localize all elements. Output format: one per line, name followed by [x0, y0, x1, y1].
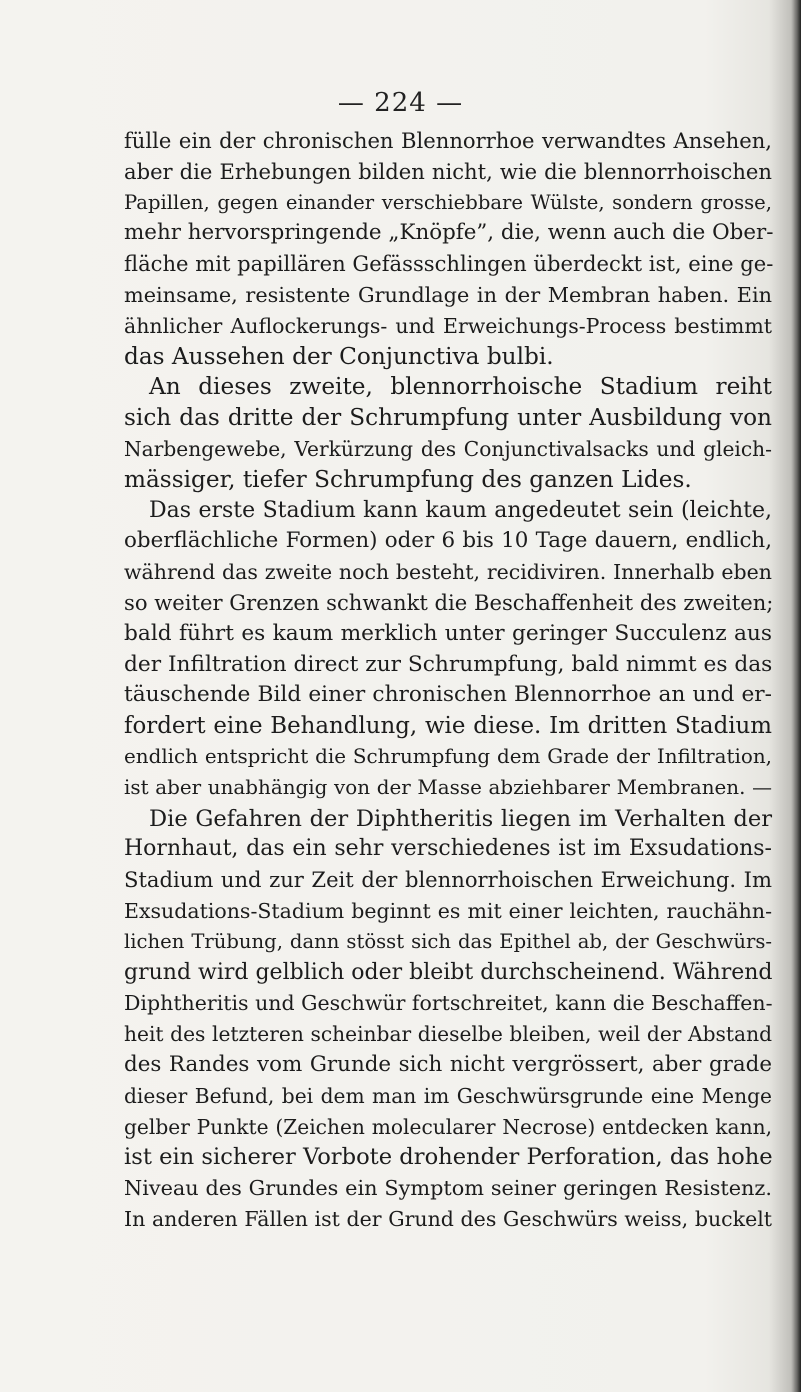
text-line: des Randes vom Grunde sich nicht vergrössert, aber grade — [124, 1051, 772, 1077]
text-line: so weiter Grenzen schwankt die Beschaffenheit des zweiten; — [124, 589, 774, 615]
text-line: dieser Befund, bei dem man im Geschwürsgrunde eine Menge — [124, 1083, 772, 1108]
text-line: heit des letzteren scheinbar dieselbe bleiben, weil der Abstand — [124, 1022, 772, 1047]
text-line: Papillen, gegen einander verschiebbare Wülste, sondern grosse, — [124, 190, 772, 214]
text-line: fordert eine Behandlung, wie diese. Im dritten Stadium — [124, 713, 772, 740]
text-line: mässiger, tiefer Schrumpfung des ganzen Lides. — [124, 465, 692, 493]
text-line: Stadium und zur Zeit der blennorrhoischen Erweichung. Im — [124, 867, 772, 893]
body-text — [124, 126, 772, 1235]
text-line: endlich entspricht die Schrumpfung dem Grade der Infiltration, — [124, 744, 772, 768]
text-line: Das erste Stadium kann kaum angedeutet sein (leichte, — [149, 497, 772, 523]
page-edge-shadow — [791, 0, 801, 1392]
text-line: mehr hervorspringende „Knöpfe”, die, wenn auch die Ober- — [124, 220, 774, 246]
text-line: bald führt es kaum merklich unter geringer Succulenz aus — [124, 620, 772, 646]
text-line: ähnlicher Auflockerungs- und Erweichungs-Process bestimmt — [124, 313, 772, 338]
text-line: An dieses zweite, blennorrhoische Stadium reiht — [149, 373, 772, 401]
text-line: sich das dritte der Schrumpfung unter Ausbildung von — [124, 404, 772, 432]
text-line: In anderen Fällen ist der Grund des Geschwürs weiss, buckelt — [124, 1206, 772, 1231]
text-line: Exsudations-Stadium beginnt es mit einer leichten, rauchähn- — [124, 898, 772, 923]
text-line: Narbengewebe, Verkürzung des Conjunctivalsacks und gleich- — [124, 436, 772, 461]
text-line: Die Gefahren der Diphtheritis liegen im Verhalten der — [149, 805, 772, 832]
text-line: meinsame, resistente Grundlage in der Membran haben. Ein — [124, 282, 772, 307]
text-line: während das zweite noch besteht, recidiviren. Innerhalb eben — [124, 560, 772, 585]
text-line: der Infiltration direct zur Schrumpfung, bald nimmt es das — [124, 651, 773, 677]
text-line: fülle ein der chronischen Blennorrhoe verwandtes Ansehen, — [124, 128, 772, 153]
text-line: gelber Punkte (Zeichen molecularer Necrose) entdecken kann, — [124, 1114, 772, 1139]
text-line: täuschende Bild einer chronischen Blennorrhoe an und er- — [124, 682, 772, 708]
text-line: oberflächliche Formen) oder 6 bis 10 Tage dauern, endlich, — [124, 528, 772, 554]
text-line: aber die Erhebungen bilden nicht, wie die blennorrhoischen — [124, 158, 772, 184]
text-line: fläche mit papillären Gefässschlingen überdeckt ist, eine ge- — [124, 251, 774, 277]
text-line: ist ein sicherer Vorbote drohender Perforation, das hohe — [124, 1144, 773, 1171]
text-line: Niveau des Grundes ein Symptom seiner geringen Resistenz. — [124, 1176, 772, 1201]
text-line: lichen Trübung, dann stösst sich das Epithel ab, der Geschwürs- — [124, 929, 772, 953]
text-line: grund wird gelblich oder bleibt durchscheinend. Während — [124, 959, 773, 985]
text-line: Hornhaut, das ein sehr verschiedenes ist im Exsudations- — [124, 836, 772, 862]
page-number: — 224 — — [337, 88, 464, 118]
text-line: ist aber unabhängig von der Masse abziehbarer Membranen. — — [124, 775, 772, 799]
text-line: das Aussehen der Conjunctiva bulbi. — [124, 342, 554, 370]
text-line: Diphtheritis und Geschwür fortschreitet, kann die Beschaffen- — [124, 991, 773, 1016]
